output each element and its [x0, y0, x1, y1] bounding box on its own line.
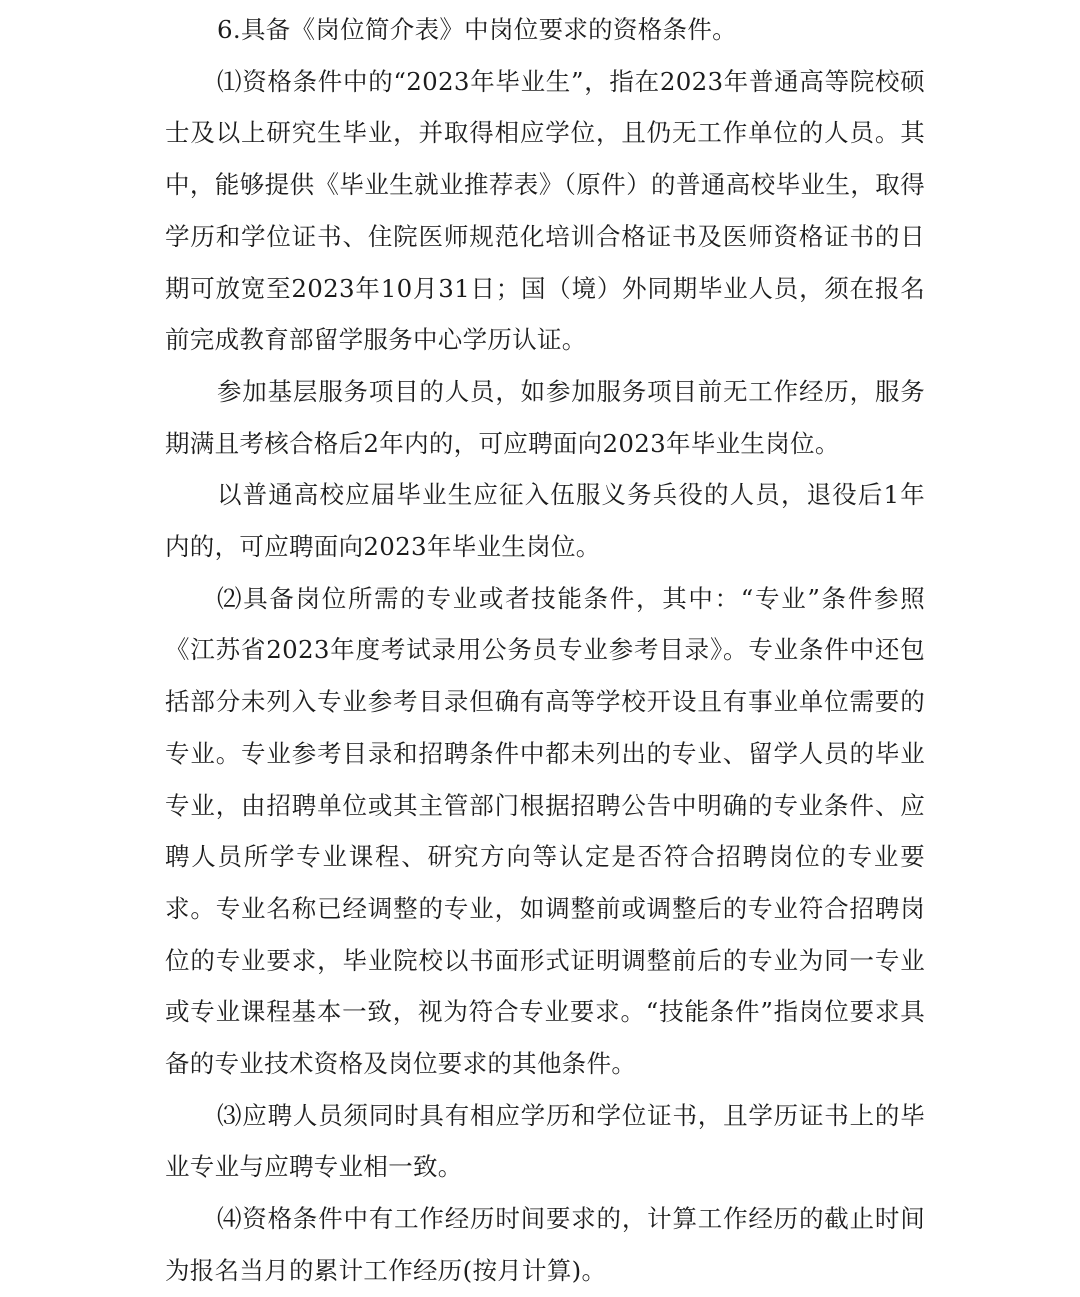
paragraph-degree-certificates: ⑶应聘人员须同时具有相应学历和学位证书，且学历证书上的毕业专业与应聘专业相一致。	[165, 1100, 925, 1182]
paragraph-military-service: 以普通高校应届毕业生应征入伍服义务兵役的人员，退役后1年内的，可应聘面向2023年毕业生岗位。	[165, 480, 926, 562]
paragraph-work-experience: ⑷资格条件中有工作经历时间要求的，计算工作经历的截止时间为报名当月的累计工作经历(按月计算)。	[165, 1204, 925, 1285]
paragraph-major-skill-conditions: ⑵具备岗位所需的专业或者技能条件，其中：“专业”条件参照《江苏省2023年度考试录用公务员专业参考目录》。专业条件中还包括部分未列入专业参考目录但确有高等学校开设且有事业单位需要的专业。专业参考目录和招聘条件中都未列出的专业、留学人员的毕业专业，由招聘单位或其主管部门根据招聘公告中明确的专业条件、应聘人员所学专业课程、研究方向等认定是否符合招聘岗位的专业要求。专业名称已经调整的专业，如调整前或调整后的专业符合招聘岗位的专业要求，毕业院校以书面形式证明调整前后的专业为同一专业或专业课程基本一致，视为符合专业要求。“技能条件”指岗位要求具备的专业技术资格及岗位要求的其他条件。	[165, 583, 925, 1079]
paragraph-graduate-definition: ⑴资格条件中的“2023年毕业生”，指在2023年普通高等院校硕士及以上研究生毕业，并取得相应学位，且仍无工作单位的人员。其中，能够提供《毕业生就业推荐表》（原件）的普通高校毕业生，取得学历和学位证书、住院医师规范化培训合格证书及医师资格证书的日期可放宽至2023年10月31日；国（境）外同期毕业人员，须在报名前完成教育部留学服务中心学历认证。	[165, 66, 925, 355]
paragraph-qualification-heading: 6.具备《岗位简介表》中岗位要求的资格条件。	[217, 15, 737, 44]
document-page	[165, 4, 925, 1297]
paragraph-grassroots-service: 参加基层服务项目的人员，如参加服务项目前无工作经历，服务期满且考核合格后2年内的，可应聘面向2023年毕业生岗位。	[165, 376, 925, 458]
